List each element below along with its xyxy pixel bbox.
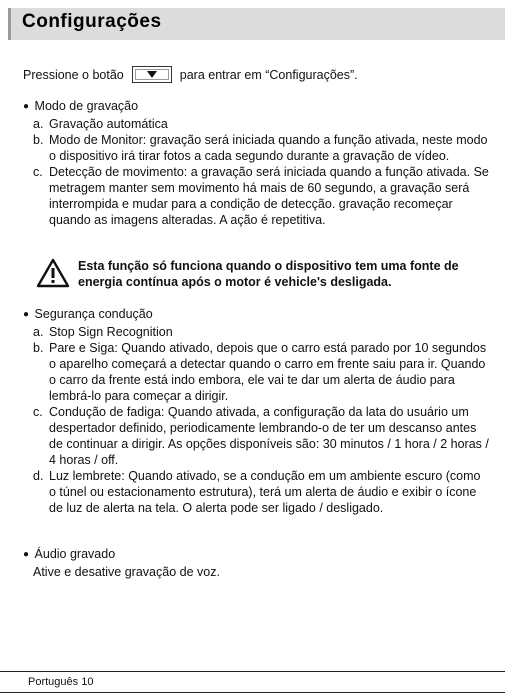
list-item: b. Modo de Monitor: gravação será iniciada quando a função ativada, neste modo o dispositivo irá tirar fotos a cada segundo durante a gravação de vídeo. [33, 133, 488, 163]
audio-section [23, 546, 220, 580]
menu-down-button [132, 66, 172, 83]
safety-section-title: ● Segurança condução [23, 307, 153, 321]
page-number: Português 10 [28, 676, 94, 688]
intro-text-before: Pressione o botão [23, 67, 124, 82]
warning-note [36, 256, 486, 292]
intro-line [23, 67, 358, 84]
warning-icon [36, 258, 70, 288]
list-item: a. Stop Sign Recognition [33, 325, 173, 339]
list-item: d. Luz lembrete: Quando ativado, se a condução em um ambiente escuro (como o túnel ou estacionamento estrutura), terá um alerta de áudio e exibir o ícone de luz de alerta na tela. O alerta pode ser ligado / desligado. [33, 469, 481, 515]
triangle-down-icon [147, 71, 157, 78]
bullet-icon: ● [23, 549, 30, 560]
list-item: b. Pare e Siga: Quando ativado, depois que o carro está parado por 10 segundos o aparelho começará a detectar quando o carro em frente saiu para ir. Quando o carro da frente está indo embora, ele vai te dar um alerta de áudio para lembrá-lo para começar a dirigir. [33, 341, 487, 403]
warning-text: Esta função só funciona quando o dispositivo tem uma fonte de energia contínua após o motor é vehicle's desligada. [78, 259, 459, 289]
page-title: Configurações [22, 11, 162, 32]
list-item: a. Gravação automática [33, 117, 168, 131]
safety-section [23, 306, 489, 516]
recording-section [23, 98, 489, 228]
list-item: c. Detecção de movimento: a gravação será iniciada quando a função ativada. Se metragem manter sem movimento há mais de 60 segundo, a gravação será interrompida e mudar para a condição de detecção. gravação recomeçar quando as imagens alteradas. A ação é repetitiva. [33, 165, 489, 227]
audio-section-text: Ative e desative gravação de voz. [33, 565, 220, 579]
footer-divider [0, 671, 505, 672]
recording-section-title: ● Modo de gravação [23, 99, 139, 113]
footer-bottom-divider [0, 692, 505, 693]
intro-text-after: para entrar em “Configurações”. [179, 67, 358, 82]
bullet-icon: ● [23, 101, 30, 112]
list-item: c. Condução de fadiga: Quando ativada, a configuração da lata do usuário um despertador definido, periodicamente lembrando-o de ter um descanso antes de continuar a dirigir. As opções disponíveis são: 30 minutos / 1 hora / 2 horas / 4 horas / off. [33, 405, 489, 467]
bullet-icon: ● [23, 309, 30, 320]
audio-section-title: ● Áudio gravado [23, 547, 116, 561]
